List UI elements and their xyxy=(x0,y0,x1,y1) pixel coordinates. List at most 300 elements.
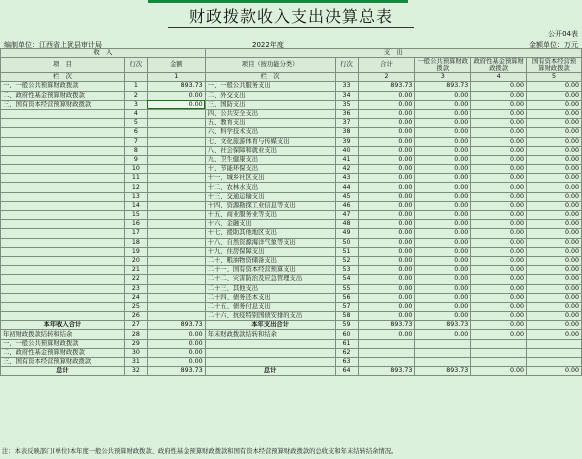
right-seq-cell[interactable]: 34 xyxy=(335,91,358,100)
left-amount-cell[interactable]: 893.73 xyxy=(147,367,205,376)
left-amount-cell[interactable] xyxy=(147,293,205,302)
gov-fund-cell[interactable]: 0.00 xyxy=(471,312,527,321)
gov-fund-cell[interactable]: 0.00 xyxy=(471,155,527,164)
left-amount-cell[interactable] xyxy=(147,312,205,321)
gen-budget-cell[interactable]: 0.00 xyxy=(415,137,471,146)
gov-fund-cell[interactable]: 0.00 xyxy=(471,229,527,238)
left-seq-cell[interactable]: 14 xyxy=(124,201,147,210)
gov-fund-cell[interactable]: 0.00 xyxy=(471,146,527,155)
right-seq-cell[interactable]: 35 xyxy=(335,100,358,109)
state-capital-cell[interactable]: 0.00 xyxy=(527,165,582,174)
right-seq-cell[interactable]: 59 xyxy=(335,321,358,330)
left-seq-cell[interactable]: 7 xyxy=(124,137,147,146)
right-seq-cell[interactable]: 33 xyxy=(335,82,358,91)
left-amount-cell[interactable] xyxy=(147,146,205,155)
state-capital-cell[interactable]: 0.00 xyxy=(527,192,582,201)
state-capital-cell[interactable] xyxy=(527,348,582,357)
right-seq-cell[interactable]: 51 xyxy=(335,247,358,256)
right-seq-cell[interactable]: 63 xyxy=(335,358,358,367)
right-seq-cell[interactable]: 38 xyxy=(335,128,358,137)
left-item-cell[interactable]: 本年收入合计 xyxy=(1,321,125,330)
gen-budget-cell[interactable]: 0.00 xyxy=(415,229,471,238)
right-seq-cell[interactable]: 39 xyxy=(335,137,358,146)
gen-budget-cell[interactable]: 0.00 xyxy=(415,247,471,256)
gov-fund-cell[interactable]: 0.00 xyxy=(471,238,527,247)
left-seq-cell[interactable]: 9 xyxy=(124,155,147,164)
right-item-cell[interactable]: 十四、资源勘探工业信息等支出 xyxy=(205,201,335,210)
gen-budget-cell[interactable]: 0.00 xyxy=(415,302,471,311)
col-num-3: 3 xyxy=(415,73,471,82)
left-item-cell[interactable] xyxy=(1,275,125,284)
left-item-cell[interactable] xyxy=(1,220,125,229)
total-cell[interactable]: 0.00 xyxy=(358,256,415,265)
gen-budget-cell[interactable]: 0.00 xyxy=(415,312,471,321)
left-item-cell[interactable] xyxy=(1,165,125,174)
right-item-cell[interactable]: 二十、粮油物资储备支出 xyxy=(205,256,335,265)
left-seq-cell[interactable]: 2 xyxy=(124,91,147,100)
right-item-cell[interactable]: 二十四、债务还本支出 xyxy=(205,293,335,302)
state-capital-cell[interactable] xyxy=(527,339,582,348)
left-amount-cell[interactable] xyxy=(147,266,205,275)
total-cell[interactable]: 0.00 xyxy=(358,220,415,229)
left-seq-cell[interactable]: 11 xyxy=(124,174,147,183)
gov-fund-cell[interactable]: 0.00 xyxy=(471,100,527,109)
state-capital-cell[interactable]: 0.00 xyxy=(527,119,582,128)
left-amount-cell[interactable] xyxy=(147,119,205,128)
right-item-cell[interactable]: 十九、住房保障支出 xyxy=(205,247,335,256)
total-cell[interactable]: 0.00 xyxy=(358,284,415,293)
gen-budget-cell[interactable]: 893.73 xyxy=(415,321,471,330)
func-item-header: 项目（按功能分类） xyxy=(205,58,335,73)
right-item-cell[interactable]: 十、节能环保支出 xyxy=(205,165,335,174)
right-item-cell[interactable]: 本年支出合计 xyxy=(205,321,335,330)
right-item-cell[interactable]: 十六、金融支出 xyxy=(205,220,335,229)
gen-budget-cell[interactable]: 0.00 xyxy=(415,155,471,164)
left-amount-cell[interactable] xyxy=(147,201,205,210)
left-amount-cell[interactable] xyxy=(147,128,205,137)
gen-budget-cell[interactable]: 0.00 xyxy=(415,266,471,275)
left-amount-cell[interactable] xyxy=(147,192,205,201)
gen-budget-cell[interactable]: 893.73 xyxy=(415,82,471,91)
total-cell[interactable] xyxy=(358,358,415,367)
left-amount-cell[interactable]: 0.00 xyxy=(147,330,205,339)
gen-budget-cell[interactable]: 0.00 xyxy=(415,330,471,339)
gov-fund-cell[interactable]: 0.00 xyxy=(471,321,527,330)
gen-budget-cell[interactable]: 0.00 xyxy=(415,100,471,109)
right-seq-cell[interactable]: 42 xyxy=(335,165,358,174)
total-cell[interactable]: 0.00 xyxy=(358,302,415,311)
state-capital-cell[interactable]: 0.00 xyxy=(527,238,582,247)
state-capital-cell[interactable]: 0.00 xyxy=(527,284,582,293)
state-capital-cell[interactable]: 0.00 xyxy=(527,100,582,109)
gen-budget-cell[interactable]: 0.00 xyxy=(415,211,471,220)
right-item-cell[interactable]: 二十五、债务付息支出 xyxy=(205,302,335,311)
right-seq-cell[interactable]: 55 xyxy=(335,284,358,293)
seq2-header: 行次 xyxy=(335,58,358,73)
right-item-cell[interactable]: 四、公共安全支出 xyxy=(205,109,335,118)
state-capital-cell[interactable]: 0.00 xyxy=(527,155,582,164)
gov-fund-cell[interactable]: 0.00 xyxy=(471,119,527,128)
total-cell[interactable]: 0.00 xyxy=(358,238,415,247)
right-seq-cell[interactable]: 52 xyxy=(335,256,358,265)
left-item-cell[interactable] xyxy=(1,229,125,238)
right-seq-cell[interactable]: 41 xyxy=(335,155,358,164)
state-capital-cell[interactable]: 0.00 xyxy=(527,91,582,100)
left-item-cell[interactable] xyxy=(1,119,125,128)
gen-budget-cell[interactable]: 0.00 xyxy=(415,183,471,192)
gov-fund-cell[interactable]: 0.00 xyxy=(471,302,527,311)
gov-fund-cell[interactable] xyxy=(471,339,527,348)
lanci-left: 栏 次 xyxy=(1,73,125,82)
right-item-cell[interactable] xyxy=(205,348,335,357)
state-capital-cell[interactable]: 0.00 xyxy=(527,330,582,339)
income-header: 收 入 xyxy=(1,49,206,58)
right-item-cell[interactable]: 二十二、灾害防治及应急管理支出 xyxy=(205,275,335,284)
left-item-cell[interactable] xyxy=(1,201,125,210)
left-item-cell[interactable] xyxy=(1,174,125,183)
gov-fund-cell[interactable]: 0.00 xyxy=(471,211,527,220)
gov-fund-cell[interactable] xyxy=(471,358,527,367)
left-seq-cell[interactable]: 1 xyxy=(124,82,147,91)
right-seq-cell[interactable]: 57 xyxy=(335,302,358,311)
title-underline xyxy=(168,27,414,28)
left-item-cell[interactable] xyxy=(1,238,125,247)
gen-budget-cell[interactable]: 0.00 xyxy=(415,256,471,265)
gov-fund-cell[interactable]: 0.00 xyxy=(471,266,527,275)
state-capital-cell[interactable]: 0.00 xyxy=(527,128,582,137)
state-capital-cell[interactable]: 0.00 xyxy=(527,109,582,118)
right-seq-cell[interactable]: 48 xyxy=(335,220,358,229)
right-seq-cell[interactable]: 62 xyxy=(335,348,358,357)
right-seq-cell[interactable]: 45 xyxy=(335,192,358,201)
right-item-cell[interactable] xyxy=(205,339,335,348)
total-cell[interactable]: 0.00 xyxy=(358,330,415,339)
total-cell[interactable] xyxy=(358,348,415,357)
gov-fund-cell[interactable]: 0.00 xyxy=(471,275,527,284)
total-cell[interactable]: 893.73 xyxy=(358,367,415,376)
gov-fund-cell[interactable]: 0.00 xyxy=(471,256,527,265)
left-amount-cell[interactable]: 0.00 xyxy=(147,91,205,100)
gov-fund-cell[interactable]: 0.00 xyxy=(471,330,527,339)
left-seq-cell[interactable]: 20 xyxy=(124,256,147,265)
state-capital-cell[interactable]: 0.00 xyxy=(527,220,582,229)
left-amount-cell[interactable] xyxy=(147,302,205,311)
right-item-cell[interactable]: 十七、援助其他地区支出 xyxy=(205,229,335,238)
right-item-cell[interactable]: 十一、城乡社区支出 xyxy=(205,174,335,183)
right-seq-cell[interactable]: 49 xyxy=(335,229,358,238)
state-capital-cell[interactable]: 0.00 xyxy=(527,302,582,311)
gen-budget-cell[interactable]: 0.00 xyxy=(415,284,471,293)
left-seq-cell[interactable]: 27 xyxy=(124,321,147,330)
left-item-cell[interactable]: 二、政府性基金预算财政拨款 xyxy=(1,91,125,100)
right-seq-cell[interactable]: 50 xyxy=(335,238,358,247)
left-item-cell[interactable] xyxy=(1,302,125,311)
state-capital-cell[interactable]: 0.00 xyxy=(527,211,582,220)
left-item-cell[interactable] xyxy=(1,137,125,146)
right-seq-cell[interactable]: 58 xyxy=(335,312,358,321)
state-capital-cell[interactable]: 0.00 xyxy=(527,321,582,330)
left-seq-cell[interactable]: 12 xyxy=(124,183,147,192)
total-cell[interactable]: 0.00 xyxy=(358,275,415,284)
right-item-cell[interactable]: 二十三、其他支出 xyxy=(205,284,335,293)
left-seq-cell[interactable]: 3 xyxy=(124,100,147,109)
left-amount-cell[interactable] xyxy=(147,211,205,220)
total-cell[interactable]: 0.00 xyxy=(358,128,415,137)
left-item-cell[interactable] xyxy=(1,128,125,137)
form-code: 公开04表 xyxy=(548,30,578,38)
left-seq-cell[interactable]: 29 xyxy=(124,339,147,348)
gov-fund-cell[interactable]: 0.00 xyxy=(471,165,527,174)
total-cell[interactable]: 0.00 xyxy=(358,137,415,146)
left-amount-cell[interactable] xyxy=(147,247,205,256)
right-seq-cell[interactable]: 43 xyxy=(335,174,358,183)
left-item-cell[interactable] xyxy=(1,183,125,192)
left-item-cell[interactable] xyxy=(1,256,125,265)
left-item-cell[interactable] xyxy=(1,266,125,275)
left-seq-cell[interactable]: 21 xyxy=(124,266,147,275)
state-capital-cell[interactable]: 0.00 xyxy=(527,137,582,146)
right-item-cell[interactable]: 年末财政拨款结转和结余 xyxy=(205,330,335,339)
left-seq-cell[interactable]: 31 xyxy=(124,358,147,367)
state-capital-cell[interactable]: 0.00 xyxy=(527,367,582,376)
total-cell[interactable] xyxy=(358,339,415,348)
total-cell[interactable]: 0.00 xyxy=(358,211,415,220)
state-capital-cell[interactable]: 0.00 xyxy=(527,146,582,155)
right-seq-cell[interactable]: 64 xyxy=(335,367,358,376)
gov-fund-cell[interactable]: 0.00 xyxy=(471,174,527,183)
left-seq-cell[interactable]: 13 xyxy=(124,192,147,201)
total-cell[interactable]: 0.00 xyxy=(358,247,415,256)
state-capital-cell[interactable]: 0.00 xyxy=(527,229,582,238)
total-cell[interactable]: 0.00 xyxy=(358,201,415,210)
total-cell[interactable]: 0.00 xyxy=(358,312,415,321)
right-seq-cell[interactable]: 60 xyxy=(335,330,358,339)
gen-budget-cell[interactable]: 0.00 xyxy=(415,128,471,137)
left-item-cell[interactable]: 二、政府性基金预算财政拨款 xyxy=(1,348,125,357)
left-amount-cell[interactable]: 893.73 xyxy=(147,82,205,91)
gen-budget-cell[interactable]: 0.00 xyxy=(415,201,471,210)
gen-budget-cell[interactable]: 0.00 xyxy=(415,275,471,284)
gen-budget-cell[interactable]: 893.73 xyxy=(415,367,471,376)
state-capital-cell[interactable]: 0.00 xyxy=(527,201,582,210)
right-seq-cell[interactable]: 47 xyxy=(335,211,358,220)
left-item-cell[interactable] xyxy=(1,192,125,201)
left-seq-cell[interactable]: 23 xyxy=(124,284,147,293)
left-seq-cell[interactable]: 10 xyxy=(124,165,147,174)
right-item-cell[interactable]: 十八、自然资源海洋气象等支出 xyxy=(205,238,335,247)
state-capital-cell[interactable]: 0.00 xyxy=(527,82,582,91)
state-capital-cell[interactable]: 0.00 xyxy=(527,312,582,321)
total-cell[interactable]: 0.00 xyxy=(358,155,415,164)
left-amount-cell[interactable] xyxy=(147,174,205,183)
gov-fund-cell[interactable]: 0.00 xyxy=(471,128,527,137)
right-seq-cell[interactable]: 36 xyxy=(335,109,358,118)
table-row xyxy=(1,192,582,201)
total-cell[interactable]: 0.00 xyxy=(358,293,415,302)
right-item-cell[interactable]: 八、社会保障和就业支出 xyxy=(205,146,335,155)
right-item-cell[interactable]: 十五、商业服务业等支出 xyxy=(205,211,335,220)
gen-budget-cell[interactable]: 0.00 xyxy=(415,165,471,174)
left-item-cell[interactable] xyxy=(1,146,125,155)
left-amount-cell[interactable] xyxy=(147,109,205,118)
left-seq-cell[interactable]: 5 xyxy=(124,119,147,128)
gov-fund-cell[interactable]: 0.00 xyxy=(471,284,527,293)
left-seq-cell[interactable]: 32 xyxy=(124,367,147,376)
left-item-cell[interactable] xyxy=(1,284,125,293)
gov-fund-cell[interactable]: 0.00 xyxy=(471,137,527,146)
right-item-cell[interactable]: 十二、农林水支出 xyxy=(205,183,335,192)
gen-budget-cell[interactable]: 0.00 xyxy=(415,91,471,100)
total-cell[interactable]: 0.00 xyxy=(358,192,415,201)
left-amount-cell[interactable] xyxy=(147,256,205,265)
right-item-cell[interactable]: 三、国防支出 xyxy=(205,100,335,109)
total-cell[interactable]: 893.73 xyxy=(358,321,415,330)
left-amount-cell[interactable]: 0.00 xyxy=(147,100,205,109)
gen-budget-cell[interactable]: 0.00 xyxy=(415,220,471,229)
left-item-cell[interactable] xyxy=(1,211,125,220)
right-item-cell[interactable]: 总计 xyxy=(205,367,335,376)
table-row xyxy=(1,284,582,293)
total-cell[interactable]: 0.00 xyxy=(358,183,415,192)
left-seq-cell[interactable]: 19 xyxy=(124,247,147,256)
right-item-cell[interactable]: 一、一般公共服务支出 xyxy=(205,82,335,91)
right-seq-cell[interactable]: 46 xyxy=(335,201,358,210)
right-item-cell[interactable]: 十三、交通运输支出 xyxy=(205,192,335,201)
left-amount-cell[interactable]: 893.73 xyxy=(147,321,205,330)
right-seq-cell[interactable]: 53 xyxy=(335,266,358,275)
left-item-cell[interactable] xyxy=(1,155,125,164)
left-amount-cell[interactable] xyxy=(147,183,205,192)
total-cell[interactable]: 0.00 xyxy=(358,165,415,174)
left-seq-cell[interactable]: 18 xyxy=(124,238,147,247)
year-label: 2022年度 xyxy=(252,41,284,49)
left-amount-cell[interactable]: 0.00 xyxy=(147,358,205,367)
left-item-cell[interactable] xyxy=(1,247,125,256)
total-cell[interactable]: 0.00 xyxy=(358,266,415,275)
left-seq-cell[interactable]: 15 xyxy=(124,211,147,220)
left-seq-cell[interactable]: 6 xyxy=(124,128,147,137)
state-capital-cell[interactable]: 0.00 xyxy=(527,275,582,284)
gov-fund-cell[interactable]: 0.00 xyxy=(471,192,527,201)
gen-budget-cell[interactable]: 0.00 xyxy=(415,238,471,247)
left-amount-cell[interactable]: 0.00 xyxy=(147,339,205,348)
left-seq-cell[interactable]: 8 xyxy=(124,146,147,155)
right-seq-cell[interactable]: 56 xyxy=(335,293,358,302)
state-capital-cell[interactable]: 0.00 xyxy=(527,174,582,183)
left-seq-cell[interactable]: 30 xyxy=(124,348,147,357)
table-row xyxy=(1,201,582,210)
gov-fund-cell[interactable]: 0.00 xyxy=(471,91,527,100)
left-seq-cell[interactable]: 24 xyxy=(124,293,147,302)
gen-budget-cell[interactable]: 0.00 xyxy=(415,174,471,183)
right-item-cell[interactable]: 九、卫生健康支出 xyxy=(205,155,335,164)
gov-fund-cell[interactable]: 0.00 xyxy=(471,367,527,376)
left-amount-cell[interactable]: 0.00 xyxy=(147,348,205,357)
left-item-cell[interactable] xyxy=(1,312,125,321)
left-item-cell[interactable] xyxy=(1,293,125,302)
blank-cell xyxy=(335,73,358,82)
left-amount-cell[interactable] xyxy=(147,155,205,164)
state-capital-cell[interactable]: 0.00 xyxy=(527,256,582,265)
gov-fund-cell[interactable]: 0.00 xyxy=(471,293,527,302)
gov-fund-cell[interactable]: 0.00 xyxy=(471,82,527,91)
total-cell[interactable]: 0.00 xyxy=(358,119,415,128)
right-item-cell[interactable]: 七、文化旅游体育与传媒支出 xyxy=(205,137,335,146)
left-seq-cell[interactable]: 28 xyxy=(124,330,147,339)
total-cell[interactable]: 0.00 xyxy=(358,229,415,238)
left-amount-cell[interactable] xyxy=(147,284,205,293)
gen-budget-cell[interactable] xyxy=(415,358,471,367)
left-amount-cell[interactable] xyxy=(147,229,205,238)
right-seq-cell[interactable]: 40 xyxy=(335,146,358,155)
gov-fund-cell[interactable]: 0.00 xyxy=(471,201,527,210)
left-seq-cell[interactable]: 4 xyxy=(124,109,147,118)
left-seq-cell[interactable]: 16 xyxy=(124,220,147,229)
left-item-cell[interactable]: 三、国有资本经营预算财政拨款 xyxy=(1,358,125,367)
gen-budget-cell[interactable] xyxy=(415,348,471,357)
state-capital-cell[interactable]: 0.00 xyxy=(527,247,582,256)
total-cell[interactable]: 0.00 xyxy=(358,100,415,109)
gen-budget-cell[interactable]: 0.00 xyxy=(415,109,471,118)
left-item-cell[interactable]: 一、一般公共预算财政拨款 xyxy=(1,82,125,91)
right-item-cell[interactable] xyxy=(205,358,335,367)
gov-fund-cell[interactable]: 0.00 xyxy=(471,183,527,192)
left-item-cell[interactable] xyxy=(1,109,125,118)
state-capital-cell[interactable]: 0.00 xyxy=(527,293,582,302)
state-capital-cell[interactable] xyxy=(527,358,582,367)
right-item-cell[interactable]: 二、外交支出 xyxy=(205,91,335,100)
left-item-cell[interactable]: 三、国有资本经营预算财政拨款 xyxy=(1,100,125,109)
right-seq-cell[interactable]: 44 xyxy=(335,183,358,192)
total-cell[interactable]: 0.00 xyxy=(358,174,415,183)
left-amount-cell[interactable] xyxy=(147,220,205,229)
left-seq-cell[interactable]: 26 xyxy=(124,312,147,321)
total-cell[interactable]: 0.00 xyxy=(358,91,415,100)
gen-budget-cell[interactable]: 0.00 xyxy=(415,192,471,201)
right-seq-cell[interactable]: 61 xyxy=(335,339,358,348)
state-capital-cell[interactable]: 0.00 xyxy=(527,183,582,192)
gov-fund-cell[interactable]: 0.00 xyxy=(471,247,527,256)
left-item-cell[interactable]: 总计 xyxy=(1,367,125,376)
left-item-cell[interactable]: 年初财政拨款结转和结余 xyxy=(1,330,125,339)
right-item-cell[interactable]: 二十一、国有资本经营预算支出 xyxy=(205,266,335,275)
gen-budget-cell[interactable]: 0.00 xyxy=(415,146,471,155)
gov-fund-cell[interactable]: 0.00 xyxy=(471,220,527,229)
gen-budget-cell[interactable]: 0.00 xyxy=(415,119,471,128)
total-cell[interactable]: 0.00 xyxy=(358,109,415,118)
right-item-cell[interactable]: 六、科学技术支出 xyxy=(205,128,335,137)
gov-fund-cell[interactable]: 0.00 xyxy=(471,109,527,118)
left-amount-cell[interactable] xyxy=(147,238,205,247)
total-cell[interactable]: 0.00 xyxy=(358,146,415,155)
gen-budget-cell[interactable] xyxy=(415,339,471,348)
left-amount-cell[interactable] xyxy=(147,275,205,284)
gov-fund-cell[interactable] xyxy=(471,348,527,357)
left-item-cell[interactable]: 一、一般公共预算财政拨款 xyxy=(1,339,125,348)
total-cell[interactable]: 893.73 xyxy=(358,82,415,91)
right-seq-cell[interactable]: 37 xyxy=(335,119,358,128)
left-amount-cell[interactable] xyxy=(147,137,205,146)
right-seq-cell[interactable]: 54 xyxy=(335,275,358,284)
left-seq-cell[interactable]: 25 xyxy=(124,302,147,311)
left-seq-cell[interactable]: 17 xyxy=(124,229,147,238)
gen-budget-cell[interactable]: 0.00 xyxy=(415,293,471,302)
right-item-cell[interactable]: 五、教育支出 xyxy=(205,119,335,128)
right-item-cell[interactable]: 二十六、抗疫特别国债安排的支出 xyxy=(205,312,335,321)
left-seq-cell[interactable]: 22 xyxy=(124,275,147,284)
state-capital-cell[interactable]: 0.00 xyxy=(527,266,582,275)
left-amount-cell[interactable] xyxy=(147,165,205,174)
